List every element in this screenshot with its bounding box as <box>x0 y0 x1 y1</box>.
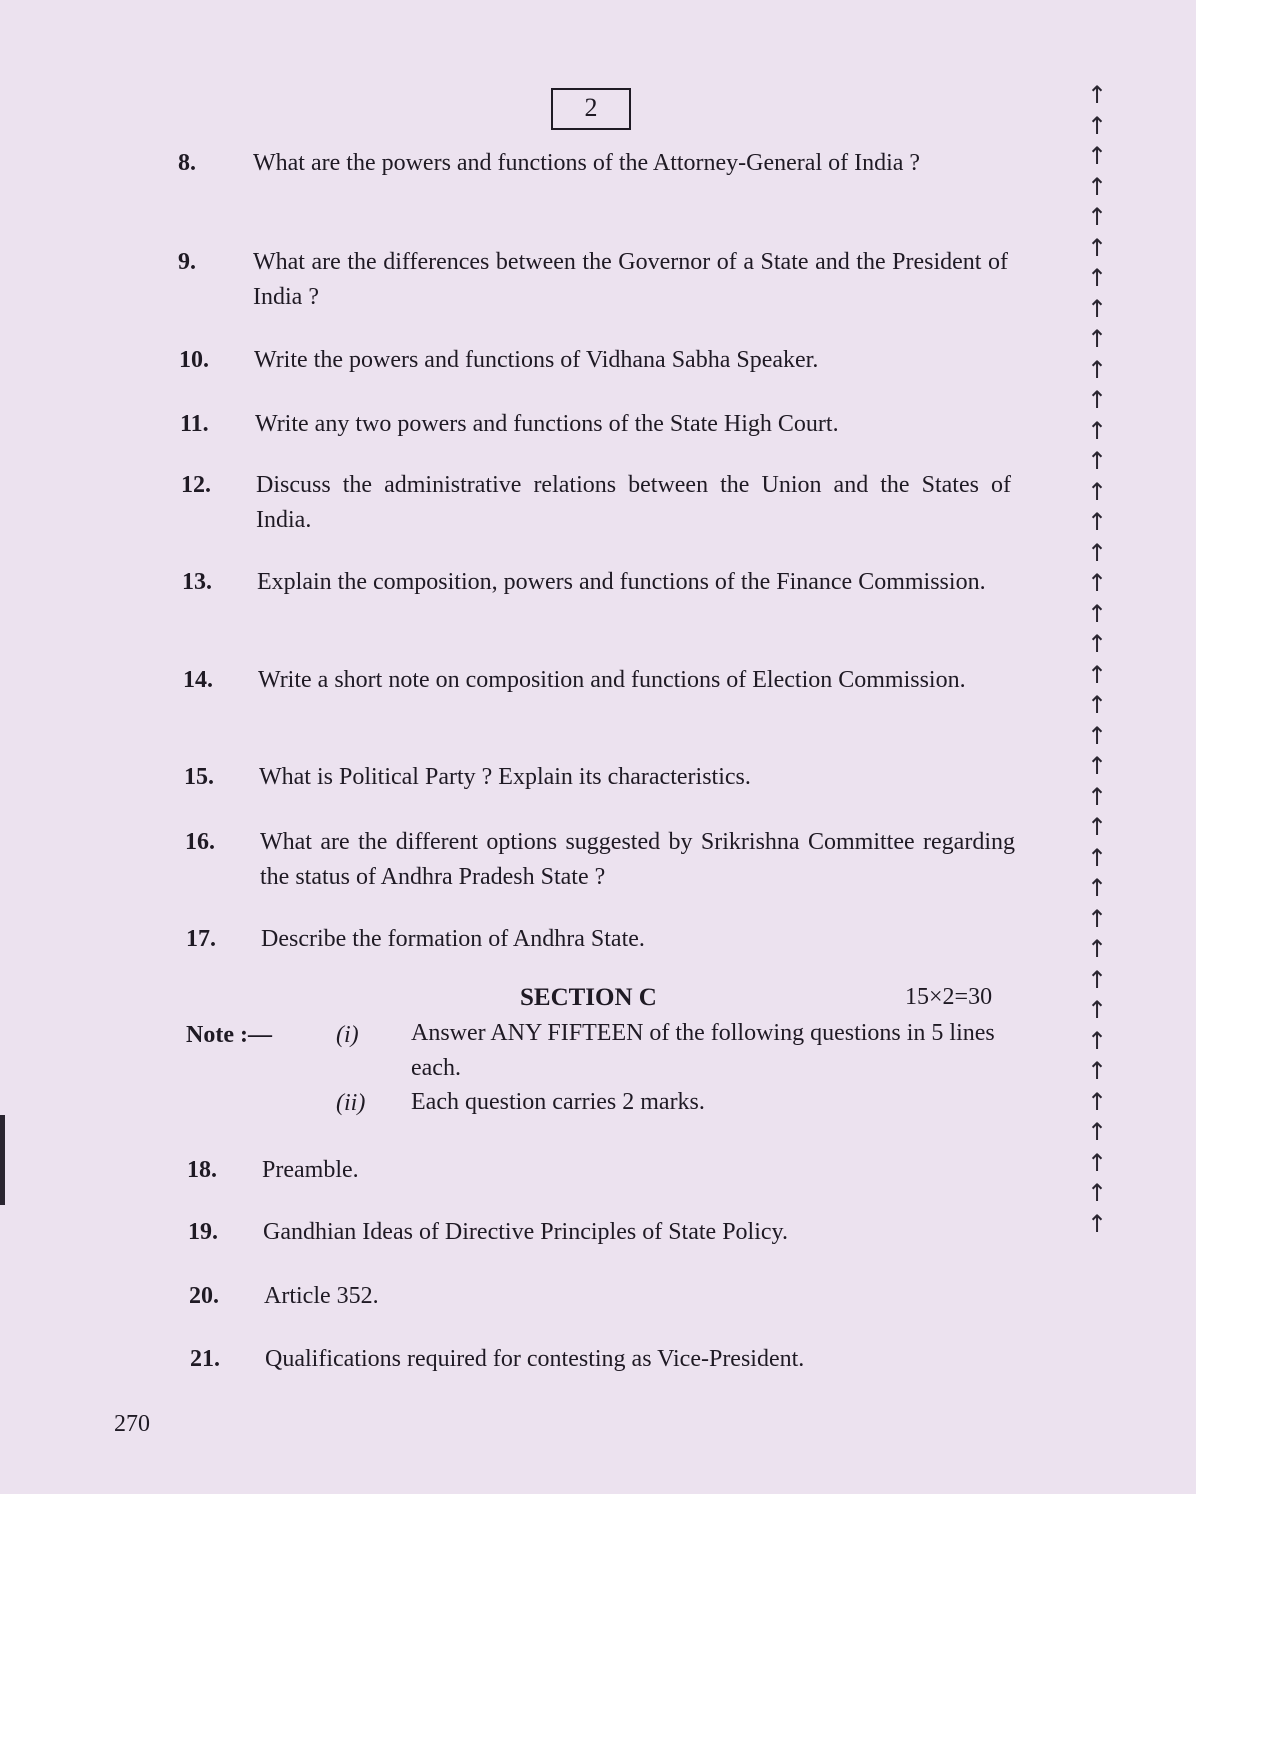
page-number-box: 2 <box>551 88 631 130</box>
question-text: Explain the composition, powers and functions of the Finance Commission. <box>257 569 986 595</box>
up-arrow-icon: ↑ <box>1086 1087 1108 1116</box>
question-number: 14. <box>183 667 213 693</box>
up-arrow-icon: ↑ <box>1086 904 1108 933</box>
up-arrow-icon: ↑ <box>1086 325 1108 353</box>
section-marks: 15×2=30 <box>905 984 993 1010</box>
up-arrow-icon: ↑ <box>1086 813 1108 841</box>
question-number: 8. <box>178 150 196 176</box>
up-arrow-icon: ↑ <box>1086 203 1108 231</box>
question-number: 12. <box>181 472 211 498</box>
question-number: 18. <box>187 1157 217 1183</box>
section-heading: SECTION C <box>520 984 657 1011</box>
up-arrow-icon: ↑ <box>1086 721 1108 750</box>
up-arrow-icon: ↑ <box>1086 81 1108 109</box>
up-arrow-icon: ↑ <box>1086 447 1108 475</box>
up-arrow-icon: ↑ <box>1086 1148 1108 1177</box>
question-number: 9. <box>178 249 196 275</box>
up-arrow-icon: ↑ <box>1086 1118 1108 1146</box>
up-arrow-icon: ↑ <box>1086 416 1108 445</box>
question-number: 10. <box>179 347 209 373</box>
question-text: Write any two powers and functions of the State High Court. <box>255 411 839 437</box>
up-arrow-icon: ↑ <box>1086 782 1108 811</box>
question-number: 13. <box>182 569 212 595</box>
up-arrow-icon: ↑ <box>1086 599 1108 628</box>
note-roman-numeral: (i) <box>336 1022 359 1048</box>
up-arrow-icon: ↑ <box>1086 1026 1108 1055</box>
up-arrow-icon: ↑ <box>1086 233 1108 262</box>
question-text: Gandhian Ideas of Directive Principles of State Policy. <box>263 1219 788 1245</box>
question-number: 15. <box>184 764 214 790</box>
up-arrow-icon: ↑ <box>1086 1209 1108 1238</box>
up-arrow-icon: ↑ <box>1086 630 1108 658</box>
up-arrow-icon: ↑ <box>1086 355 1108 384</box>
question-text: Describe the formation of Andhra State. <box>261 926 645 952</box>
question-text: Qualifications required for contesting as Vice-President. <box>265 1346 805 1372</box>
question-number: 17. <box>186 926 216 952</box>
question-number: 21. <box>190 1346 220 1372</box>
up-arrow-icon: ↑ <box>1086 752 1108 780</box>
question-number: 20. <box>189 1283 219 1309</box>
question-text: What are the differences between the Governor of a State and the President of India ? <box>253 249 1008 310</box>
question-text: What are the powers and functions of the Attorney-General of India ? <box>253 150 921 176</box>
up-arrow-icon: ↑ <box>1086 843 1108 872</box>
up-arrow-icon: ↑ <box>1086 386 1108 414</box>
up-arrow-icon: ↑ <box>1086 660 1108 689</box>
question-text: Preamble. <box>262 1157 359 1183</box>
up-arrow-icon: ↑ <box>1086 965 1108 994</box>
question-number: 19. <box>188 1219 218 1245</box>
up-arrow-icon: ↑ <box>1086 874 1108 902</box>
note-text: Each question carries 2 marks. <box>411 1089 705 1115</box>
up-arrow-icon: ↑ <box>1086 264 1108 292</box>
up-arrow-icon: ↑ <box>1086 569 1108 597</box>
question-text: What is Political Party ? Explain its characteristics. <box>259 764 751 790</box>
up-arrow-icon: ↑ <box>1086 691 1108 719</box>
up-arrow-icon: ↑ <box>1086 538 1108 567</box>
question-text: Write a short note on composition and functions of Election Commission. <box>258 667 966 693</box>
up-arrow-icon: ↑ <box>1086 142 1108 170</box>
margin-arrow-column <box>1082 80 1112 1239</box>
question-number: 16. <box>185 829 215 855</box>
up-arrow-icon: ↑ <box>1086 1057 1108 1085</box>
note-text: Answer ANY FIFTEEN of the following questions in 5 lines each. <box>411 1020 995 1081</box>
up-arrow-icon: ↑ <box>1086 294 1108 323</box>
question-text: What are the different options suggested by Srikrishna Committee regarding the status of Andhra Pradesh State ? <box>260 829 1015 890</box>
up-arrow-icon: ↑ <box>1086 111 1108 140</box>
page-footer-number: 270 <box>114 1411 150 1437</box>
question-text: Discuss the administrative relations between the Union and the States of India. <box>256 472 1011 533</box>
question-number: 11. <box>180 411 209 437</box>
scan-edge-mark <box>0 1115 5 1205</box>
up-arrow-icon: ↑ <box>1086 477 1108 506</box>
question-text: Article 352. <box>264 1283 379 1309</box>
up-arrow-icon: ↑ <box>1086 1179 1108 1207</box>
up-arrow-icon: ↑ <box>1086 508 1108 536</box>
question-text: Write the powers and functions of Vidhana Sabha Speaker. <box>254 347 819 373</box>
up-arrow-icon: ↑ <box>1086 172 1108 201</box>
note-label: Note :— <box>186 1022 272 1048</box>
up-arrow-icon: ↑ <box>1086 935 1108 963</box>
note-roman-numeral: (ii) <box>336 1090 366 1116</box>
up-arrow-icon: ↑ <box>1086 996 1108 1024</box>
